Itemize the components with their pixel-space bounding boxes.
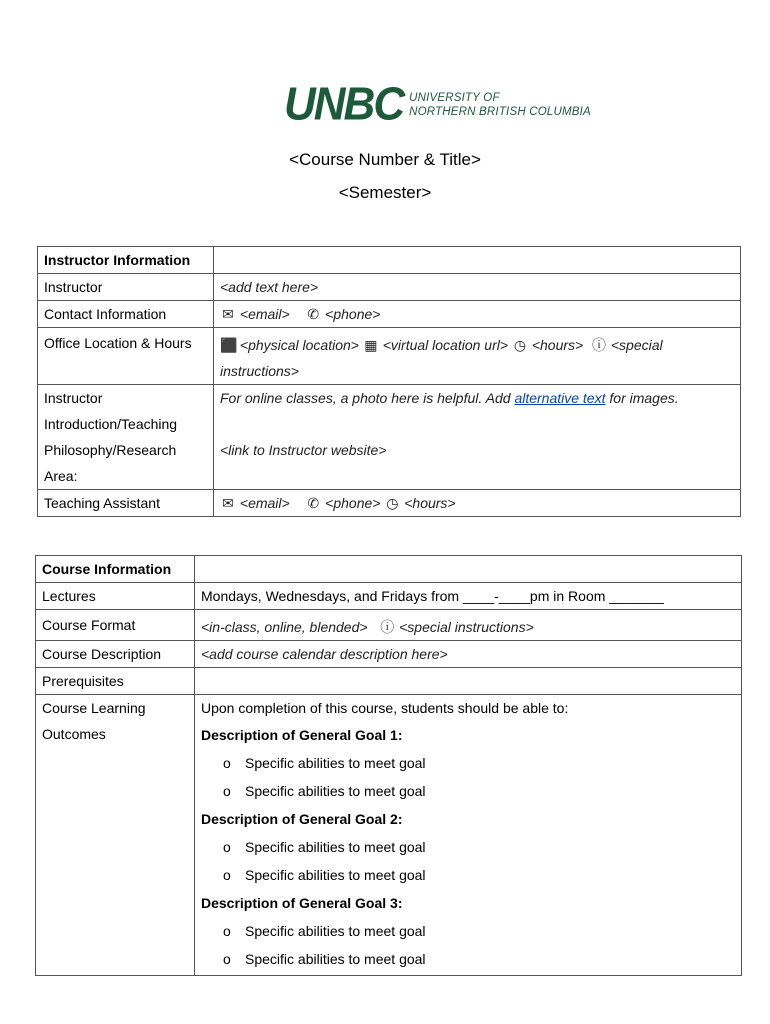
instructor-website: <link to Instructor website>	[220, 442, 387, 458]
course-heading: Course Information	[36, 556, 195, 583]
table-row	[36, 641, 742, 668]
clock-icon: ◷	[386, 495, 399, 511]
outcomes-label-1: Course Learning	[42, 700, 146, 716]
list-item	[201, 777, 735, 805]
ta-phone: <phone>	[325, 495, 381, 511]
prereq-label: Prerequisites	[36, 668, 195, 695]
list-item	[201, 861, 735, 889]
goal-item: Specific abilities to meet goal	[245, 867, 426, 883]
goal-title: Description of General Goal 1:	[201, 727, 403, 743]
goal-item: Specific abilities to meet goal	[245, 923, 426, 939]
table-row	[38, 490, 741, 517]
goal-title: Description of General Goal 2:	[201, 811, 403, 827]
contact-label: Contact Information	[38, 301, 214, 328]
table-row	[36, 668, 742, 695]
intro-text-a: For online classes, a photo here is helpful. Add	[220, 390, 515, 406]
email-value: <email>	[239, 306, 290, 322]
list-item	[201, 945, 735, 973]
intro-text	[220, 385, 734, 411]
instructor-heading: Instructor Information	[38, 247, 214, 274]
instructor-label: Instructor	[38, 274, 214, 301]
logo-line-1: UNIVERSITY OF	[409, 92, 500, 104]
logo-line-2: NORTHERN BRITISH COLUMBIA	[409, 106, 591, 118]
table-row	[38, 274, 741, 301]
info-icon: ⓘ	[591, 337, 606, 353]
bullet: o	[223, 839, 231, 855]
info-icon: ⓘ	[380, 619, 395, 635]
alternative-text-link[interactable]: alternative text	[514, 390, 606, 406]
table-row	[36, 583, 742, 610]
email-icon: ✉	[222, 306, 234, 322]
table-row	[38, 301, 741, 328]
intro-label-4: Area:	[44, 468, 78, 484]
instructor-table	[37, 246, 741, 517]
outcomes-intro: Upon completion of this course, students should be able to:	[201, 700, 569, 716]
location-icon: ⬛	[220, 337, 238, 353]
outcomes-label-2: Outcomes	[42, 726, 106, 742]
intro-label-2: Introduction/Teaching	[44, 416, 178, 432]
table-row	[38, 385, 741, 490]
instructor-value: <add text here>	[214, 274, 741, 301]
lectures-value: Mondays, Wednesdays, and Fridays from ____-____pm in Room _______	[195, 583, 742, 610]
clock-icon: ◷	[513, 337, 527, 353]
course-title: <Course Number & Title>	[289, 150, 481, 169]
list-item	[201, 917, 735, 945]
ta-label: Teaching Assistant	[38, 490, 214, 517]
bullet: o	[223, 867, 231, 883]
phone-icon: ✆	[307, 495, 320, 511]
lectures-label: Lectures	[36, 583, 195, 610]
phone-icon: ✆	[307, 306, 320, 322]
list-item	[201, 749, 735, 777]
virtual-location: <virtual location url>	[382, 337, 509, 353]
special-instructions-2: instructions>	[220, 363, 299, 379]
logo-text	[409, 91, 591, 119]
format-value: <in-class, online, blended>	[201, 619, 368, 635]
list-item	[201, 833, 735, 861]
goal-item: Specific abilities to meet goal	[245, 783, 426, 799]
email-icon: ✉	[222, 495, 234, 511]
table-row	[36, 556, 742, 583]
description-label: Course Description	[36, 641, 195, 668]
table-row	[38, 328, 741, 385]
presentation-icon: ▦	[364, 337, 378, 353]
logo-mark: UNBC	[284, 78, 404, 131]
table-row	[36, 610, 742, 641]
physical-location: <physical location>	[239, 337, 359, 353]
table-row	[38, 247, 741, 274]
ta-email: <email>	[239, 495, 290, 511]
goal-item: Specific abilities to meet goal	[245, 755, 426, 771]
phone-value: <phone>	[325, 306, 381, 322]
bullet: o	[223, 783, 231, 799]
goal-title: Description of General Goal 3:	[201, 895, 403, 911]
office-label: Office Location & Hours	[38, 328, 214, 385]
semester: <Semester>	[338, 183, 432, 202]
unbc-logo	[284, 80, 591, 130]
format-label: Course Format	[36, 610, 195, 641]
table-row	[36, 695, 742, 976]
office-hours: <hours>	[531, 337, 584, 353]
goal-item: Specific abilities to meet goal	[245, 839, 426, 855]
bullet: o	[223, 951, 231, 967]
ta-hours: <hours>	[404, 495, 456, 511]
format-special: <special instructions>	[399, 619, 534, 635]
bullet: o	[223, 755, 231, 771]
description-value: <add course calendar description here>	[195, 641, 742, 668]
bullet: o	[223, 923, 231, 939]
special-instructions-1: <special	[610, 337, 663, 353]
intro-text-b: for images.	[605, 390, 679, 406]
intro-label-3: Philosophy/Research	[44, 442, 177, 458]
intro-label-1: Instructor	[44, 390, 103, 406]
course-table	[35, 555, 742, 976]
goal-item: Specific abilities to meet goal	[245, 951, 426, 967]
